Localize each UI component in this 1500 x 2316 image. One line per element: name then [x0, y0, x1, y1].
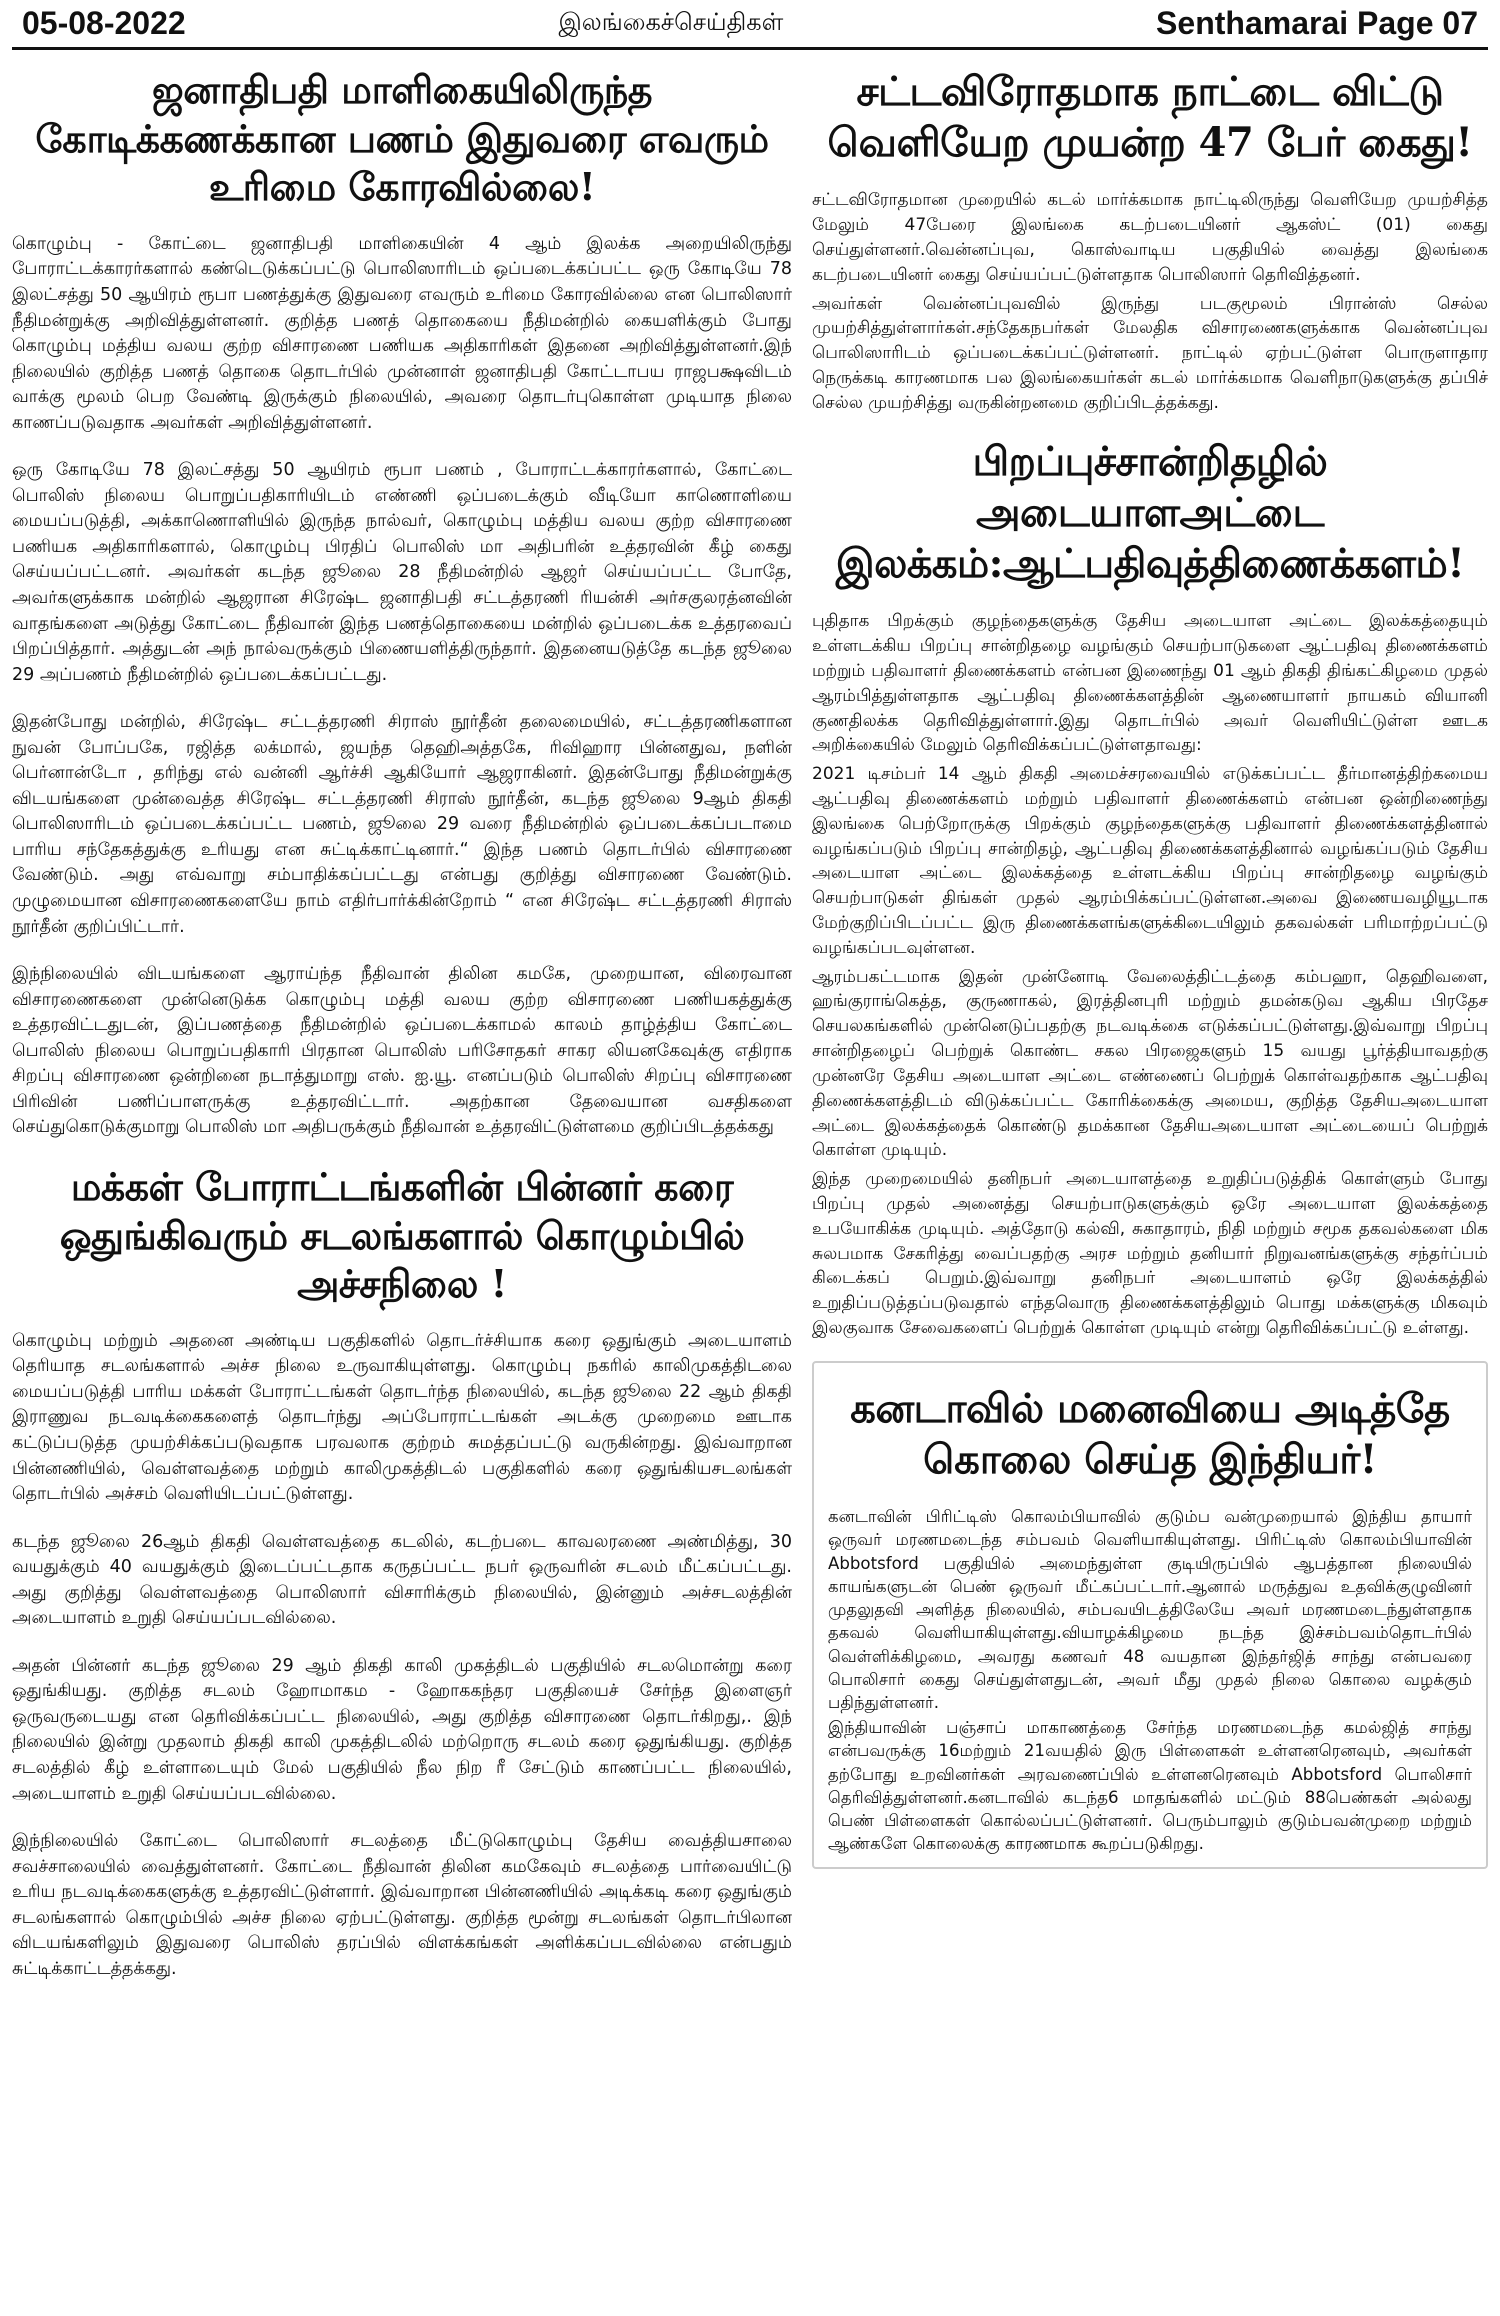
article-paragraph: சட்டவிரோதமான முறையில் கடல் மார்க்கமாக நாட்டிலிருந்து வெளியேற முயற்சித்த மேலும் 47பேரை இலங்கை கடற்படையினர் ஆகஸ்ட் (01) கைது செய்துள்ளனர்.வென்னப்புவ, கொஸ்வாடிய பகுதியில் வைத்து இலங்கை கடற்படையினர் கைது செய்யப்பட்டுள்ளதாக பொலிஸார் தெரிவித்தனர். — [812, 190, 1488, 285]
article-paragraph: இதன்போது மன்றில், சிரேஷ்ட சட்டத்தரணி சிராஸ் நூர்தீன் தலைமையில், சட்டத்தரணிகளான நுவன் போப்பகே, ரஜித்த லக்மால், ஜயந்த தெஹிஅத்தகே, ரிவிஹார பின்னதுவ, நளின் பெர்னான்டோ , தரிந்து எல் வன்னி ஆர்ச்சி ஆகியோர் ஆஜராகினர். இதன்போது நீதிமன்றுக்கு விடயங்களை முன்வைத்த சிரேஷ்ட சட்டத்தரணி சிராஸ் நூர்தீன், கடந்த ஜூலை 9ஆம் திகதி பொலிஸாரிடம் ஒப்படைக்கப்பட்ட பணம், ஜூலை 29 வரை நீதிமன்றில் ஒப்படைக்கப்படாமை பாரிய சந்தேகத்துக்கு உரியது என சுட்டிக்காட்டினார்.“ இந்த பணம் தொடர்பில் விசாரணை வேண்டும். அது எவ்வாறு சம்பாதிக்கப்பட்டது என்பது குறித்து விசாரணை வேண்டும். முழுமையான விசாரணைகளையே நாம் எதிர்பார்க்கின்றோம் “ என சிரேஷ்ட சட்டத்தரணி சிராஸ் நூர்தீன் குறிப்பிட்டார். — [12, 712, 792, 937]
article-paragraph: கொழும்பு - கோட்டை ஜனாதிபதி மாளிகையின் 4 ஆம் இலக்க அறையிலிருந்து போராட்டக்காரர்களால் கண்டெடுக்கப்பட்டு பொலிஸாரிடம் ஒப்படைக்கப்பட்ட ஒரு கோடியே 78 இலட்சத்து 50 ஆயிரம் ரூபா பணத்துக்கு இதுவரை எவரும் உரிமை கோரவில்லை என பொலிஸார் நீதிமன்றுக்கு அறிவித்துள்ளனர். குறித்த பணத் தொகையை நீதிமன்றில் கையளிக்கும் போது கொழும்பு மத்திய வலய குற்ற விசாரணை பணியக அதிகாரிகள் இதனை அறிவித்துள்ளனர்.இந் நிலையில் குறித்த பணத் தொகை தொடர்பில் முன்னாள் ஜனாதிபதி கோட்டாபய ராஜபக்ஷவிடம் வாக்கு மூலம் பெற வேண்டி இருக்கும் நிலையில், அவரை தொடர்புகொள்ள முடியாத நிலை காணப்படுவதாக அவர்கள் அறிவித்துள்ளனர். — [12, 233, 792, 433]
issue-date: 05-08-2022 — [22, 5, 186, 41]
article-headline: கனடாவில் மனைவியை அடித்தே கொலை செய்த இந்தியர்! — [850, 1384, 1450, 1483]
section-title: இலங்கைச்செய்திகள் — [558, 8, 784, 36]
article-birth-certificate — [812, 436, 1488, 1341]
article-paragraph: இந்தியாவின் பஞ்சாப் மாகாணத்தை சேர்ந்த மரணமடைந்த கமல்ஜித் சாந்து என்பவருக்கு 16மற்றும் 21வயதில் இரு பிள்ளைகள் உள்ளனரெனவும், அவர்கள் தற்போது உறவினர்கள் அரவணைப்பில் உள்ளனரெனவும் Abbotsford பொலிசார் தெரிவித்துள்ளனர்.கனடாவில் கடந்த6 மாதங்களில் மட்டும் 88பெண்கள் அல்லது பெண் பிள்ளைகள் கொல்லப்பட்டுள்ளனர். பெரும்பாலும் குடும்பவன்முறை மற்றும் ஆண்களே கொலைக்கு காரணமாக கூறப்படுகிறது. — [828, 1718, 1472, 1854]
article-headline: மக்கள் போராட்டங்களின் பின்னர் கரை ஒதுங்கிவரும் சடலங்களால் கொழும்பில் அச்சநிலை ! — [59, 1163, 745, 1307]
article-headline: ஜனாதிபதி மாளிகையிலிருந்த கோடிக்கணக்கான பணம் இதுவரை எவரும் உரிமை கோரவில்லை! — [35, 67, 769, 210]
masthead — [12, 0, 1488, 50]
article-paragraph: இந்நிலையில் விடயங்களை ஆராய்ந்த நீதிவான் திலின கமகே, முறையான, விரைவான விசாரணைகளை முன்னெடுக்க கொழும்பு மத்தி வலய குற்ற விசாரணை பணியகத்துக்கு உத்தரவிட்டதுடன், இப்பணத்தை நீதிமன்றில் ஒப்படைக்காமல் காலம் தாழ்த்திய கோட்டை பொலிஸ் நிலைய பொறுப்பதிகாரி பிரதான பொலிஸ் பரிசோதகர் சாகர லியனகேவுக்கு எதிராக சிறப்பு விசாரணை ஒன்றினை நடாத்துமாறு எஸ். ஐ.யூ. எனப்படும் பொலிஸ் சிறப்பு விசாரணை பிரிவின் பணிப்பாளருக்கு உத்தரவிட்டார். அதற்கான தேவையான வசதிகளை செய்துகொடுக்குமாறு பொலிஸ் மா அதிபருக்கும் நீதிவான் உத்தரவிட்டுள்ளமை குறிப்பிடத்தக்கது — [12, 964, 792, 1138]
article-paragraph: புதிதாக பிறக்கும் குழந்தைகளுக்கு தேசிய அடையாள அட்டை இலக்கத்தையும் உள்ளடக்கிய பிறப்பு சான்றிதழை வழங்கும் செயற்பாடுகளை ஆட்பதிவு திணைக்களம் மற்றும் பதிவாளர் திணைக்களம் என்பன இணைந்து 01 ஆம் திகதி திங்கட்கிழமை முதல் ஆரம்பித்துள்ளதாக ஆட்பதிவு திணைக்களத்தின் ஆணையாளர் நாயகம் வியானி குணதிலக்க தெரிவித்துள்ளார்.இது தொடர்பில் அவர் வெளியிட்டுள்ள ஊடக அறிக்கையில் மேலும் தெரிவிக்கப்பட்டுள்ளதாவது: — [812, 611, 1488, 756]
article-paragraph: இந்த முறைமையில் தனிநபர் அடையாளத்தை உறுதிப்படுத்திக் கொள்ளும் போது பிறப்பு முதல் அனைத்து செயற்பாடுகளுக்கும் ஒரே அடையாள இலக்கத்தை உபயோகிக்க முடியும். அத்தோடு கல்வி, சுகாதாரம், நிதி மற்றும் சமூக தகவல்களை மிக சுலபமாக சேகரித்து வைப்பதற்கு அரச மற்றும் தனியார் நிறுவனங்களுக்கு சந்தர்ப்பம் கிடைக்கப் பெறும்.இவ்வாறு தனிநபர் அடையாளம் ஒரே இலக்கத்தில் உறுதிப்படுத்தப்படுவதால் எந்தவொரு திணைக்களத்திலும் பொது மக்களுக்கு மிகவும் இலகுவாக சேவைகளைப் பெற்றுக் கொள்ள முடியும் என்று தெரிவிக்கப்பட்டு உள்ளது. — [812, 1169, 1488, 1338]
article-paragraph: கடந்த ஜூலை 26ஆம் திகதி வெள்ளவத்தை கடலில், கடற்படை காவலரணை அண்மித்து, 30 வயதுக்கும் 40 வயதுக்கும் இடைப்பட்டதாக கருதப்பட்ட நபர் ஒருவரின் சடலம் மீட்கப்பட்டது. அது குறித்து வெள்ளவத்தை பொலிஸார் விசாரிக்கும் நிலையில், இன்னும் அச்சடலத்தின் அடையாளம் உறுதி செய்யப்படவில்லை. — [12, 1531, 792, 1629]
article-paragraph: கனடாவின் பிரிட்டிஸ் கொலம்பியாவில் குடும்ப வன்முறையால் இந்திய தாயார் ஒருவர் மரணமடைந்த சம்பவம் வெளியாகியுள்ளது. பிரிட்டிஸ் கொலம்பியாவின் Abbotsford பகுதியில் அமைந்துள்ள குடியிருப்பில் ஆபத்தான நிலையில் காயங்களுடன் பெண் ஒருவர் மீட்கப்பட்டார்.ஆனால் மருத்துவ உதவிக்குழுவினர் முதலுதவி அளித்த நிலையில், சம்பவயிடத்திலேயே அவர் மரணமடைந்துள்ளதாக தகவல் வெளியாகியுள்ளது.வியாழக்கிழமை நடந்த இச்சம்பவம்தொடர்பில் வெள்ளிக்கிழமை, அவரது கணவர் 48 வயதான இந்தர்ஜித் சாந்து என்பவரை பொலிசார் கைது செய்துள்ளதுடன், அவர் மீது முதல் நிலை கொலை வழக்கும் பதிந்துள்ளனர். — [828, 1507, 1472, 1712]
article-paragraph: ஒரு கோடியே 78 இலட்சத்து 50 ஆயிரம் ரூபா பணம் , போராட்டக்காரர்களால், கோட்டை பொலிஸ் நிலைய பொறுப்பதிகாரியிடம் எண்ணி ஒப்படைக்கும் வீடியோ காணொளியை மையப்படுத்தி, அக்காணொளியில் இருந்த நால்வர், கொழும்பு மத்திய வலய குற்ற விசாரணை பணியக அதிகாரிகளால், கொழும்பு பிரதிப் பொலிஸ் மா அதிபரின் உத்தரவின் கீழ் கைது செய்யப்பட்டனர். அவர்கள் கடந்த ஜூலை 28 நீதிமன்றில் ஆஜர் செய்யப்பட்ட போதே, அவர்களுக்காக மன்றில் ஆஜரான சிரேஷ்ட ஜனாதிபதி சட்டத்தரணி ரியன்சி அர்சகுலரத்னவின் வாதங்களை அடுத்து கோட்டை நீதிவான் இந்த பணத்தொகையை மன்றில் ஒப்படைக்க உத்தரவைப் பிறப்பித்தார். அத்துடன் அந் நால்வருக்கும் பிணையளித்திருந்தார். இதனையடுத்தே கடந்த ஜூலை 29 அப்பணம் நீதிமன்றில் ஒப்படைக்கப்பட்டது. — [12, 460, 792, 685]
right-column — [812, 56, 1488, 2004]
article-headline: பிறப்புச்சான்றிதழில் அடையாளஅட்டை இலக்கம்:ஆட்பதிவுத்திணைக்களம்! — [835, 437, 1465, 588]
article-illegal-exit — [812, 66, 1488, 416]
article-palace-money — [12, 66, 792, 1141]
article-headline: சட்டவிரோதமாக நாட்டை விட்டு வெளியேற முயன்ற 47 பேர் கைது! — [827, 68, 1473, 167]
article-body — [12, 1329, 792, 1983]
article-body — [812, 188, 1488, 415]
article-bodies-colombo — [12, 1163, 792, 1982]
article-body — [828, 1505, 1472, 1855]
article-paragraph: அதன் பின்னர் கடந்த ஜூலை 29 ஆம் திகதி காலி முகத்திடல் பகுதியில் சடலமொன்று கரை ஒதுங்கியது. குறித்த சடலம் ஹோமாகம - ஹோககந்தர பகுதியைச் சேர்ந்த இளைஞர் ஒருவருடையது என தெரிவிக்கப்பட்ட நிலையில், அது குறித்த விசாரணை தொடர்கிறது,. இந் நிலையில் இன்று முதலாம் திகதி காலி முகத்திடலில் மற்றொரு சடலம் கரை ஒதுங்கியது. குறித்த சடலத்தில் கீழ் உள்ளாடையும் மேல் பகுதியில் நீல நிற ரீ சேட்டும் காணப்பட்ட நிலையில், அடையாளம் உறுதி செய்யப்படவில்லை. — [12, 1655, 792, 1804]
article-body — [12, 232, 792, 1141]
article-canada-murder — [812, 1361, 1488, 1870]
article-paragraph: 2021 டிசம்பர் 14 ஆம் திகதி அமைச்சரவையில் எடுக்கப்பட்ட தீர்மானத்திற்கமைய ஆட்பதிவு திணைக்களம் மற்றும் பதிவாளர் திணைக்களம் என்பன ஒன்றிணைந்து இலங்கை பெற்றோருக்கு பிறக்கும் குழந்தைகளுக்கு பதிவாளர் திணைக்களத்தினால் வழங்கப்படும் பிறப்பு சான்றிதழ், ஆட்பதிவு திணைக்களத்தினால் வழங்கப்படும் தேசிய அடையாள அட்டை இலக்கத்தை உள்ளடக்கிய பிறப்பு சான்றிதழை வழங்கும் செயற்பாடுகள் திங்கள் முதல் ஆரம்பிக்கப்பட்டுள்ளன.அவை இணையவழியூடாக மேற்குறிப்பிடப்பட்ட இரு திணைக்களங்களுக்கிடையிலும் தகவல்கள் பரிமாற்றப்பட்டு வழங்கப்படவுள்ளன. — [812, 764, 1488, 958]
page-label: Senthamarai Page 07 — [1156, 5, 1478, 41]
columns — [12, 56, 1488, 2004]
left-column — [12, 56, 792, 2004]
article-paragraph: ஆரம்பகட்டமாக இதன் முன்னோடி வேலைத்திட்டத்தை கம்பஹா, தெஹிவளை, ஹங்குராங்கெத்த, குருணாகல், இரத்தினபுரி மற்றும் தமன்கடுவ ஆகிய பிரதேச செயலகங்களில் முன்னெடுப்பதற்கு நடவடிக்கை எடுக்கப்பட்டுள்ளது.இவ்வாறு பிறப்பு சான்றிதழைப் பெற்றுக் கொண்ட சகல பிரஜைகளும் 15 வயது பூர்த்தியாவதற்கு முன்னரே தேசிய அடையாள அட்டை எண்ணைப் பெற்றுக் கொள்வதற்காக ஆட்பதிவு திணைக்களத்திடம் விடுக்கப்பட்ட கோரிக்கைக்கு அமைய, குறித்த தேசியஅடையாள அட்டை இலக்கத்தைக் கொண்டு தமக்கான தேசியஅடையாள அட்டையைப் பெற்றுக் கொள்ள முடியும். — [812, 966, 1488, 1161]
article-body — [812, 609, 1488, 1341]
article-paragraph: அவர்கள் வென்னப்புவவில் இருந்து படகுமூலம் பிரான்ஸ் செல்ல முயற்சித்துள்ளார்கள்.சந்தேகநபர்கள் மேலதிக விசாரணைகளுக்காக வென்னப்புவ பொலிஸாரிடம் ஒப்படைக்கப்பட்டுள்ளனர். நாட்டில் ஏற்பட்டுள்ள பொருளாதார நெருக்கடி காரணமாக பல இலங்கையர்கள் கடல் மார்க்கமாக வெளிநாடுகளுக்கு தப்பிச் செல்ல முயற்சித்து வருகின்றனமை குறிப்பிடத்தக்கது. — [812, 293, 1488, 413]
article-paragraph: கொழும்பு மற்றும் அதனை அண்டிய பகுதிகளில் தொடர்ச்சியாக கரை ஒதுங்கும் அடையாளம் தெரியாத சடலங்களால் அச்ச நிலை உருவாகியுள்ளது. கொழும்பு நகரில் காலிமுகத்திடலை மையப்படுத்தி பாரிய மக்கள் போராட்டங்கள் தொடர்ந்த நிலையில், கடந்த ஜூலை 22 ஆம் திகதி இராணுவ நடவடிக்கைகளைத் தொடர்ந்து அப்போராட்டங்கள் அடக்கு முறைமை ஊடாக கட்டுப்படுத்த முயற்சிக்கப்படுவதாக பரவலாக குற்றம் சுமத்தப்பட்டு வருகின்றது. இவ்வாறான பின்னணியில், வெள்ளவத்தை மற்றும் காலிமுகத்திடல் பகுதிகளில் கரை ஒதுங்கியசடலங்கள் தொடர்பில் அச்சம் வெளியிடப்பட்டுள்ளது. — [12, 1330, 792, 1505]
article-paragraph: இந்நிலையில் கோட்டை பொலிஸார் சடலத்தை மீட்டுகொழும்பு தேசிய வைத்தியசாலை சவச்சாலையில் வைத்துள்ளனர். கோட்டை நீதிவான் திலின கமகேவும் சடலத்தை பார்வையிட்டு உரிய நடவடிக்கைகளுக்கு உத்தரவிட்டுள்ளார். இவ்வாறான பின்னணியில் அடிக்கடி கரை ஒதுங்கும் சடலங்களால் கொழும்பில் அச்ச நிலை ஏற்பட்டுள்ளது. குறித்த மூன்று சடலங்கள் தொடர்பிலான விடயங்களிலும் இதுவரை பொலிஸ் தரப்பில் விளக்கங்கள் அளிக்கப்படவில்லை என்பதும் சுட்டிக்காட்டத்தக்கது. — [12, 1831, 792, 1979]
